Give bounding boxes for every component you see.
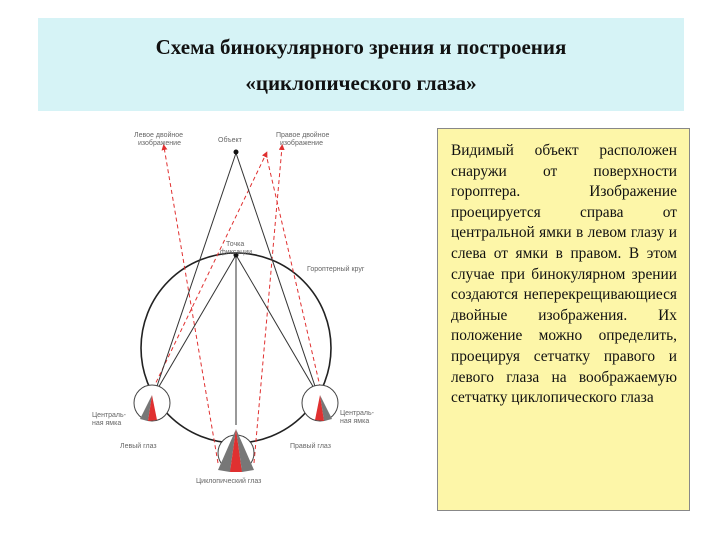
label-cyclopean-eye: Циклопический глаз [196, 478, 262, 485]
binocular-vision-diagram [92, 125, 380, 535]
label-right-image-1: Правое двойное [276, 132, 330, 139]
label-fixation-2: фиксации [220, 249, 253, 256]
label-fixation-1: Точка [226, 241, 245, 248]
object-line-right [236, 153, 318, 395]
label-fovea-left-1: Централь- [92, 412, 126, 419]
label-horopter: Гороптерный круг [307, 266, 365, 273]
red-line-left-image [164, 147, 218, 463]
label-left-eye: Левый глаз [120, 443, 157, 450]
red-line-right-image [254, 147, 282, 463]
title-banner [38, 18, 684, 111]
red-line-right-eye [266, 154, 322, 395]
diagram-svg [92, 125, 380, 535]
description-box [437, 128, 690, 511]
label-fovea-right-1: Централь- [340, 410, 374, 417]
label-right-eye: Правый глаз [290, 443, 331, 450]
object-line-left [154, 153, 236, 395]
label-right-image-2: изображение [280, 140, 323, 147]
label-fovea-right-2: ная ямка [340, 418, 370, 425]
fixation-line-left [154, 255, 236, 395]
description-text: Видимый объект расположен снаружи от поверхности гороптера. Изображение проецируется справа от центральной ямки в левом глазу и слева от ямки в правом. В этом случае при бинокулярном зрении создаются неперекрещивающиеся двойные изображения. Их положение можно определить, проецируя сетчатку правого и левого глаза на воображаемую сетчатку циклопического глаза [451, 142, 677, 407]
title-line-1: Схема бинокулярного зрения и построения [155, 34, 567, 59]
right-eye [302, 385, 338, 421]
left-eye [134, 385, 170, 421]
label-left-image-1: Левое двойное [134, 132, 184, 139]
label-left-image-2: изображение [138, 140, 181, 147]
label-fovea-left-2: ная ямка [92, 420, 122, 427]
title-line-2: «циклопического глаза» [245, 70, 477, 95]
label-object: Объект [218, 137, 242, 144]
cyclopean-eye [218, 429, 254, 472]
object-point [234, 150, 239, 155]
